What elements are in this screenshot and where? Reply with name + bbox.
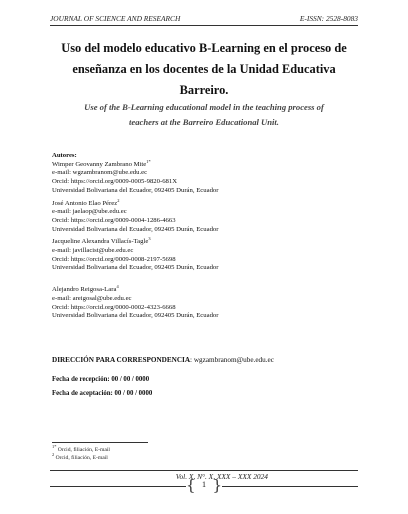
footnote xyxy=(52,452,108,461)
footnote-text: Orcid, filiación, E-mail xyxy=(56,447,110,453)
header-rule xyxy=(50,25,358,26)
footer-ornament-left xyxy=(50,486,186,487)
reception-date xyxy=(52,376,149,383)
author-affiliation: Universidad Bolivariana del Ecuador, 092405 Durán, Ecuador xyxy=(52,225,219,233)
author-orcid: Orcid: https://orcid.org/0009-0004-1286-4663 xyxy=(52,216,176,224)
author-name: Wimper Geovanny Zambrano Mite xyxy=(52,160,147,168)
title-line: Barreiro. xyxy=(179,83,229,97)
reception-value: : 00 / 00 / 0000 xyxy=(107,376,150,383)
authors-block xyxy=(52,152,368,321)
author-orcid: Orcid: https://orcid.org/0009-0008-2197-5698 xyxy=(52,255,176,263)
acceptance-label: Fecha de aceptación xyxy=(52,390,111,397)
footnote-mark: 2 xyxy=(52,452,55,457)
subtitle-line: Use of the B-Learning educational model in the teaching process of xyxy=(84,102,324,112)
footnote-rule xyxy=(52,442,148,443)
journal-issn: E-ISSN: 2528-8083 xyxy=(299,14,358,23)
title-line: enseñanza en los docentes de la Unidad Educativa xyxy=(72,62,336,76)
author-entry xyxy=(52,286,368,321)
acceptance-value: : 00 / 00 / 0000 xyxy=(110,390,153,397)
correspondence-label: DIRECCIÓN PARA CORRESPONDENCIA xyxy=(52,356,191,364)
author-affiliation: Universidad Bolivariana del Ecuador, 092405 Durán, Ecuador xyxy=(52,186,219,194)
author-name: José Antonio Elao Pérez xyxy=(52,199,118,207)
footnote-mark: 1* xyxy=(52,444,57,449)
author-mark: 3 xyxy=(148,236,151,242)
footer-ornament-right xyxy=(222,486,358,487)
footnote xyxy=(52,444,110,453)
article-subtitle-en xyxy=(56,100,352,129)
author-email: e-mail: javillacist@ube.edu.ec xyxy=(52,247,134,255)
author-name: Jacqueline Alexandra Villacís-Tagle xyxy=(52,238,149,246)
author-affiliation: Universidad Bolivariana del Ecuador, 092405 Durán, Ecuador xyxy=(52,264,219,272)
page-number-box xyxy=(186,478,222,494)
author-entry xyxy=(52,158,368,196)
author-orcid: Orcid: https://orcid.org/0000-0002-4323-6668 xyxy=(52,303,176,311)
page-number: 1 xyxy=(202,480,206,489)
subtitle-line: teachers at the Barreiro Educational Unit. xyxy=(129,116,279,127)
brace-right-icon: } xyxy=(212,476,222,494)
correspondence-email: : wgzambranom@ube.edu.ec xyxy=(190,356,274,364)
author-name: Alejandro Reigosa-Lara xyxy=(52,286,117,294)
author-mark: 1* xyxy=(146,158,151,164)
author-email: e-mail: jaelaop@ube.edu.ec xyxy=(52,208,127,216)
authors-label: Autores: xyxy=(52,152,77,159)
acceptance-date xyxy=(52,390,152,397)
footnote-text: Orcid, filiación, E-mail xyxy=(54,455,108,461)
article-title xyxy=(48,38,360,101)
brace-left-icon: { xyxy=(186,476,196,494)
title-line: Uso del modelo educativo B-Learning en el proceso de xyxy=(61,41,347,55)
author-entry xyxy=(52,197,368,235)
author-orcid: Orcid: https://orcid.org/0009-0005-9820-681X xyxy=(52,178,178,186)
journal-name: JOURNAL OF SCIENCE AND RESEARCH xyxy=(50,14,181,23)
footer-rule xyxy=(50,470,358,471)
author-email: e-mail: areigosal@ube.edu.ec xyxy=(52,294,132,302)
author-email: e-mail: wgzambranom@ube.edu.ec xyxy=(52,169,148,177)
author-affiliation: Universidad Bolivariana del Ecuador, 092405 Durán, Ecuador xyxy=(52,312,219,320)
author-mark: 2 xyxy=(117,197,120,203)
reception-label: Fecha de recepción xyxy=(52,376,108,383)
volume-info: Vol. X, N°. X, XXX – XXX 2024 xyxy=(175,472,268,481)
author-entry xyxy=(52,238,368,273)
author-mark: 4 xyxy=(116,284,119,290)
correspondence-line xyxy=(52,356,274,364)
